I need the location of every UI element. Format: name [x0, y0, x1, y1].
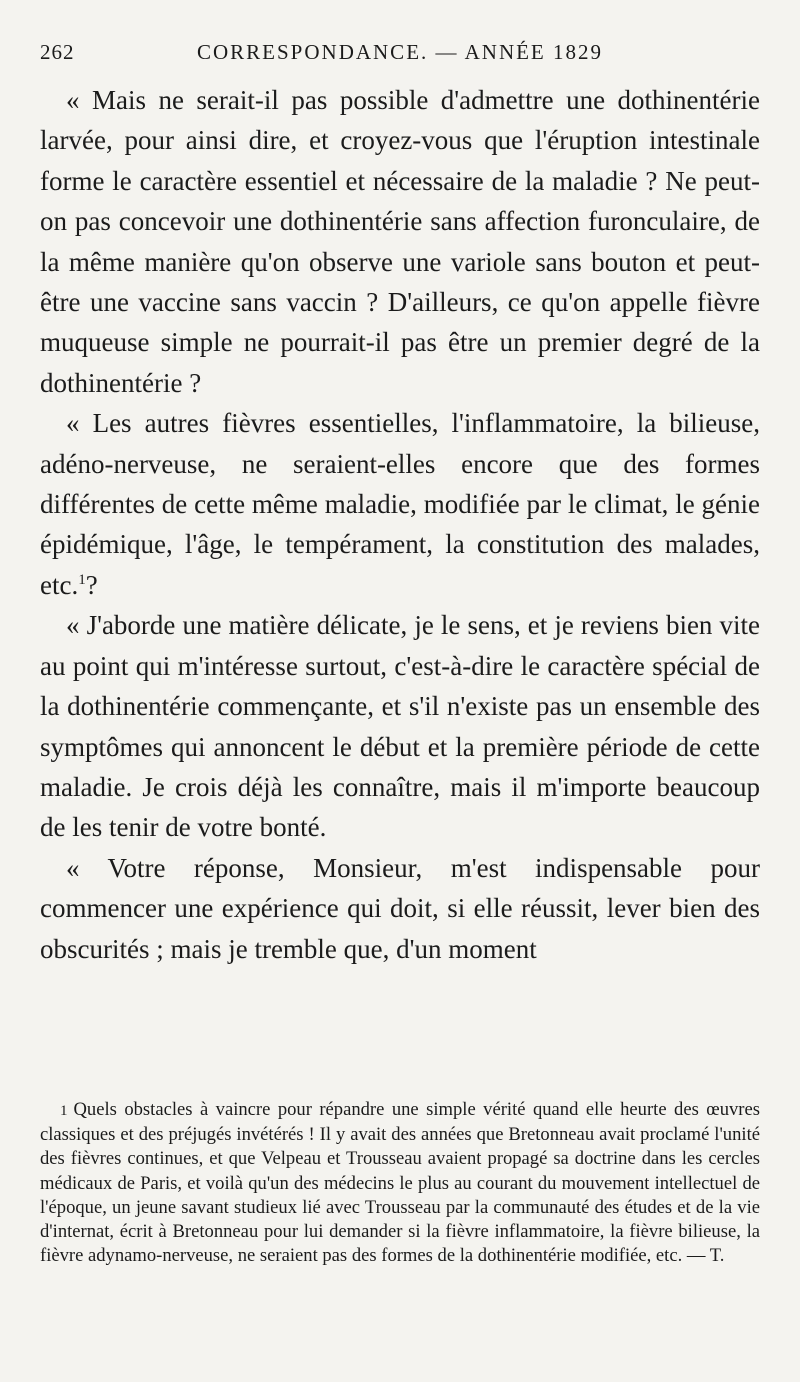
- paragraph-text: « Les autres fièvres essentielles, l'inflammatoire, la bilieuse, adéno-nerveuse, ne seraient-elles encore que des formes différentes de cette même maladie, modifiée par le climat, le génie épidémique, l'âge, le tempérament, la constitution des malades, etc.: [40, 408, 760, 600]
- footnote: [40, 1098, 760, 1268]
- paragraph: « J'aborde une matière délicate, je le sens, et je reviens bien vite au point qui m'intéresse surtout, c'est-à-dire le caractère spécial de la dothinentérie commençante, et s'il n'existe pas un ensemble des symptômes qui annoncent le début et la première période de cette maladie. Je crois déjà les connaître, mais il m'importe beaucoup de les tenir de votre bonté.: [40, 610, 760, 843]
- page-header: [40, 30, 760, 74]
- running-head: CORRESPONDANCE. — ANNÉE 1829: [196, 40, 604, 64]
- paragraph: « Votre réponse, Monsieur, m'est indispensable pour commencer une expérience qui doit, si elle réussit, lever bien des obscurités ; mais je tremble que, d'un moment: [40, 852, 760, 964]
- body-text: [40, 80, 760, 969]
- footnotes: [40, 1098, 760, 1268]
- footnote-marker: 1: [60, 1103, 68, 1119]
- paragraph: « Mais ne serait-il pas possible d'admettre une dothinentérie larvée, pour ainsi dire, et croyez-vous que l'éruption intestinale forme le caractère essentiel et nécessaire de la maladie ? Ne peut-on pas concevoir une dothinentérie sans affection furonculaire, de la même manière qu'on observe une variole sans bouton et peut-être une vaccine sans vaccin ? D'ailleurs, ce qu'on appelle fièvre muqueuse simple ne pourrait-il pas être un premier degré de la dothinentérie ?: [40, 85, 760, 398]
- page-number: 262: [40, 40, 75, 64]
- footnote-text: Quels obstacles à vaincre pour répandre une simple vérité quand elle heurte des œuvres classiques et des préjugés invétérés ! Il y avait des années que Bretonneau avait proclamé l'unité des fièvres continues, et que Velpeau et Trousseau avaient propagé sa doctrine dans les cercles médicaux de Paris, et voilà qu'un des médecins le plus au courant du mouvement intellectuel de l'époque, un jeune savant studieux lié avec Trousseau par la communauté des études et de la vie d'internat, écrit à Bretonneau pour lui demander si la fièvre inflammatoire, la fièvre bilieuse, la fièvre adynamo-nerveuse, ne seraient pas des formes de la dothinentérie modifiée, etc. — T.: [40, 1099, 760, 1267]
- paragraph: [40, 403, 760, 605]
- question-mark: ?: [85, 569, 98, 600]
- footnote-reference: 1: [78, 571, 86, 588]
